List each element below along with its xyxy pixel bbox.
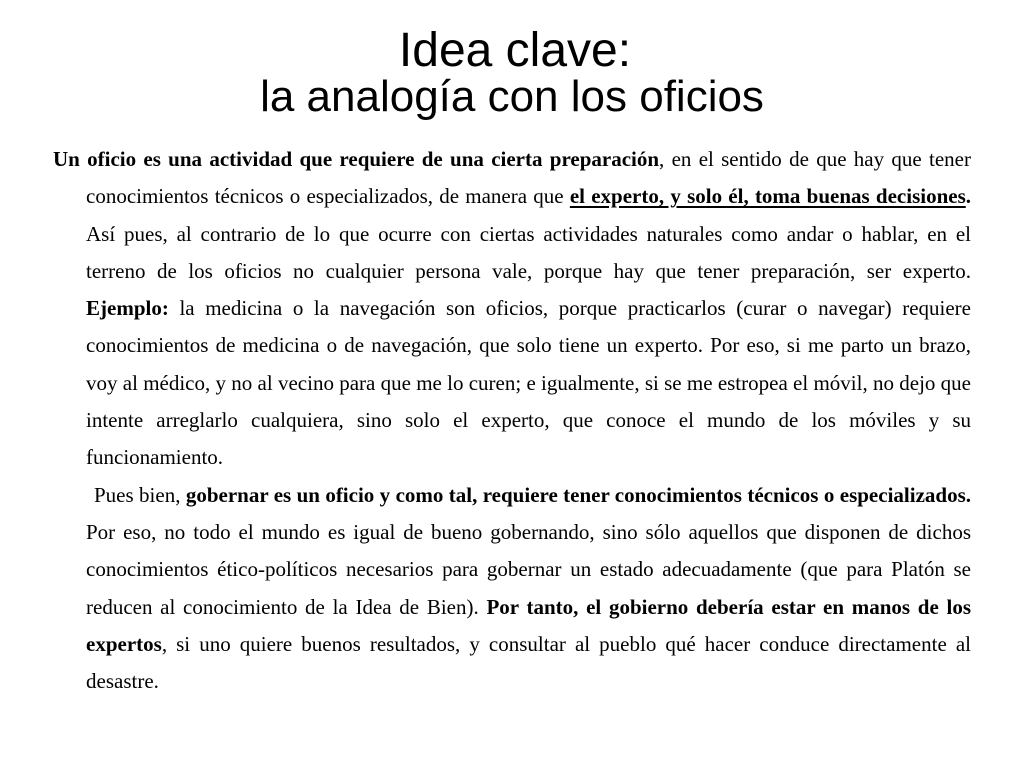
slide-title [0,26,1024,122]
bold-definition: Un oficio es una actividad que requiere de una cierta preparación [53,147,660,171]
bold-gobernar-phrase: gobernar es un oficio y como tal, requiere tener conocimientos técnicos o especializados. [185,482,971,507]
slide-body [53,141,971,700]
text-run: Por eso, no todo el mundo es igual de bueno gobernando, sino sólo aquellos que disponen de dichos conocimientos ético-políticos necesarios para gobernar un estado adecuadamente (que para Platón se reducen al conocimiento de la Idea de Bien). [86,519,971,619]
title-line-1: Idea clave: [398,24,632,77]
paragraph-gobernar [53,477,971,701]
paragraph-oficio [53,141,971,477]
example-label: Ejemplo: [86,296,169,321]
text-run: , en el sentido de que hay que tener conocimientos técnicos o especializados, de manera que [86,147,971,209]
underlined-expert-phrase: el experto, y solo él, toma buenas decisiones [569,184,966,209]
text-run: , si uno quiere buenos resultados, y consultar al pueblo qué hacer conduce directamente al desastre. [86,631,971,694]
title-line-2: la analogía con los oficios [260,72,764,121]
text-run: Pues bien, [94,482,186,507]
text-run: la medicina o la navegación son oficios, porque practicarlos (curar o navegar) requiere conocimientos de medicina o de navegación, que solo tiene un experto. Por eso, si me parto un brazo, voy al médico, y no al vecino para que me lo curen; e igualmente, si se me estropea el móvil, no dejo que intente arreglarlo cualquiera, sino solo el experto, que conoce el mundo de los móviles y su funcionamiento. [86,296,971,470]
text-run: Así pues, al contrario de lo que ocurre con ciertas actividades naturales como andar o hablar, en el terreno de los oficios no cualquier persona vale, porque hay que tener preparación, ser experto. [86,221,971,283]
text-run: . [965,184,971,209]
bold-conclusion: Por tanto, el gobierno debería estar en manos de los expertos [86,594,972,656]
